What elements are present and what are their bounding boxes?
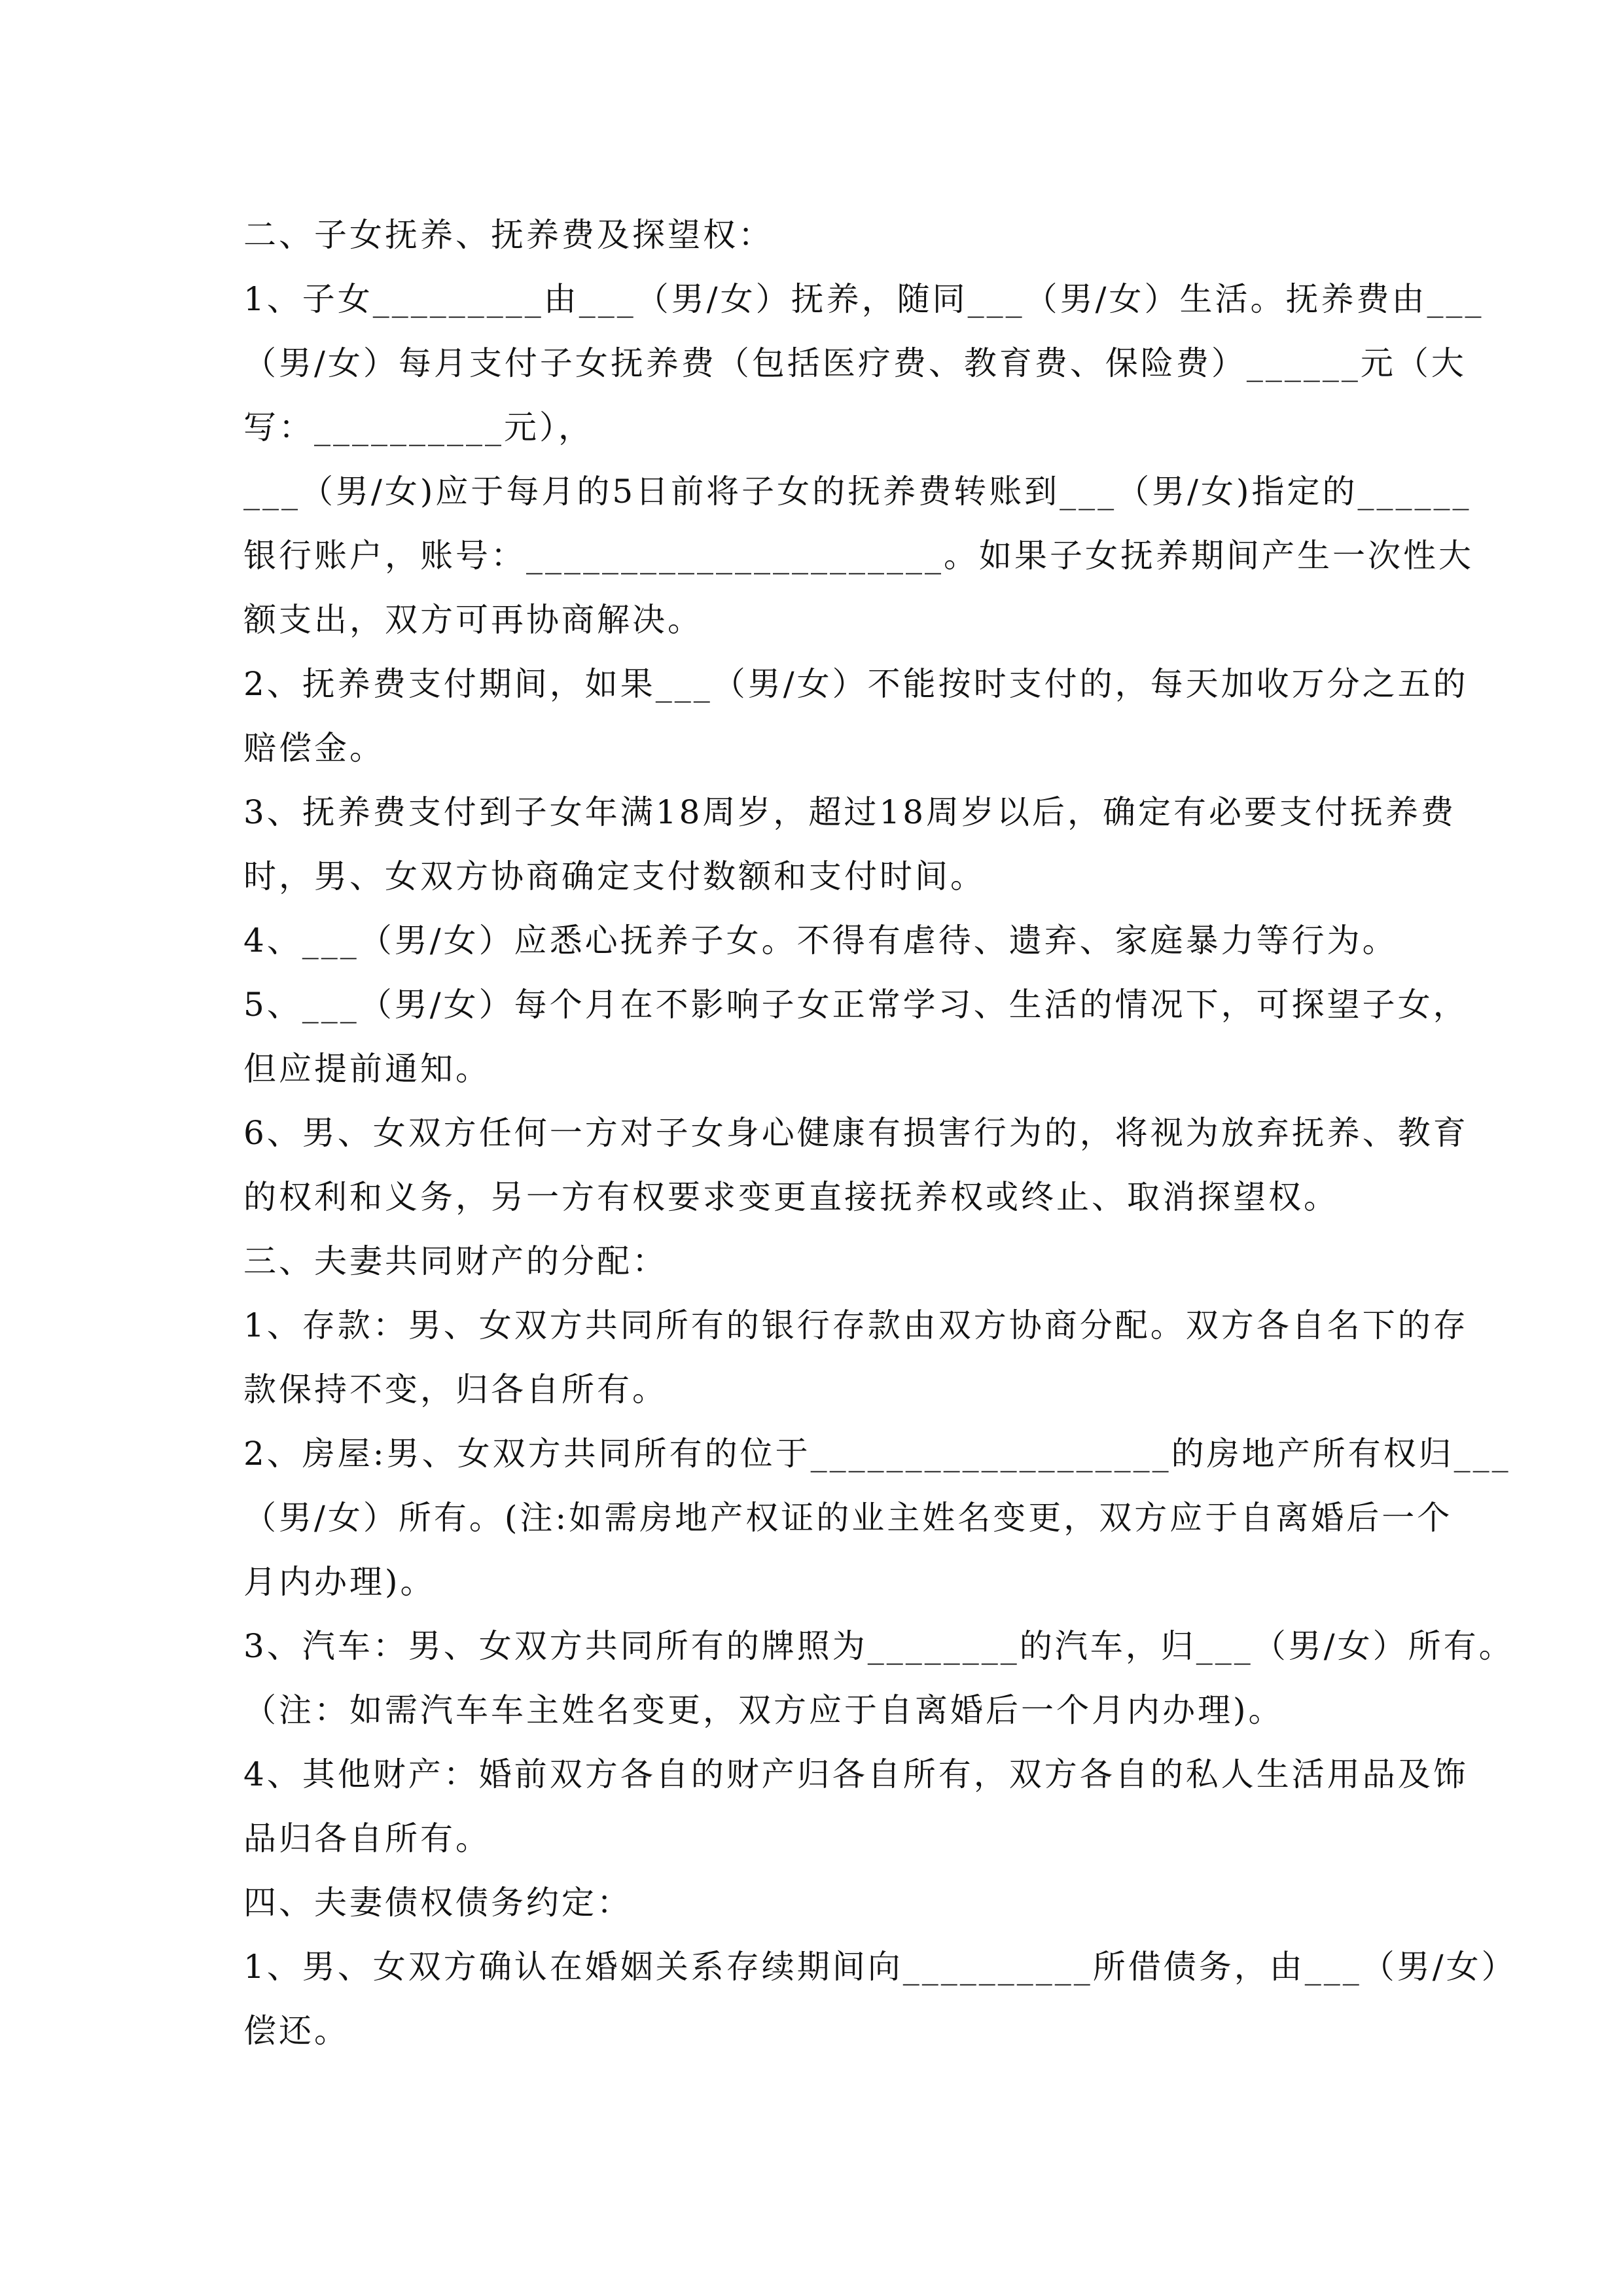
paragraph-line: 偿还。 [243,2012,349,2050]
paragraph-line: 写：__________元）， [243,408,594,446]
section-heading-debts: 四、夫妻债权债务约定： [243,1884,632,1922]
paragraph-line: 1、子女_________由___（男/女）抚养，随同___（男/女）生活。抚养费由___ [243,280,1484,318]
paragraph-line: 4、___（男/女）应悉心抚养子女。不得有虐待、遗弃、家庭暴力等行为。 [243,922,1398,960]
paragraph-line: 银行账户，账号：______________________。如果子女抚养期间产生一次性大 [243,537,1474,575]
paragraph-line: 3、汽车：男、女双方共同所有的牌照为________的汽车，归___（男/女）所有。 [243,1627,1514,1665]
paragraph-line: 但应提前通知。 [243,1050,491,1088]
paragraph-line: 款保持不变，归各自所有。 [243,1371,668,1408]
paragraph-line: 2、房屋:男、女双方共同所有的位于___________________的房地产所有权归___ [243,1435,1511,1473]
paragraph-line: （男/女）所有。(注:如需房地产权证的业主姓名变更，双方应于自离婚后一个 [243,1499,1453,1537]
section-heading-child-custody: 二、子女抚养、抚养费及探望权： [243,216,774,254]
paragraph-line: 1、存款：男、女双方共同所有的银行存款由双方协商分配。双方各自名下的存 [243,1306,1469,1344]
paragraph-line: （男/女）每月支付子女抚养费（包括医疗费、教育费、保险费）______元（大 [243,344,1467,382]
paragraph-line: 2、抚养费支付期间，如果___（男/女）不能按时支付的，每天加收万分之五的 [243,665,1469,703]
paragraph-line: 1、男、女双方确认在婚姻关系存续期间向__________所借债务，由___（男/女） [243,1948,1517,1986]
paragraph-line: （注：如需汽车车主姓名变更，双方应于自离婚后一个月内办理)。 [243,1691,1284,1729]
paragraph-line: 时，男、女双方协商确定支付数额和支付时间。 [243,857,986,895]
paragraph-line: 品归各自所有。 [243,1820,491,1857]
section-heading-property-division: 三、夫妻共同财产的分配： [243,1242,668,1280]
paragraph-line: 月内办理)。 [243,1563,436,1601]
paragraph-line: ___（男/女)应于每月的5日前将子女的抚养费转账到___（男/女)指定的______ [243,473,1472,511]
paragraph-line: 赔偿金。 [243,729,385,767]
paragraph-line: 额支出，双方可再协商解决。 [243,601,703,639]
paragraph-line: 6、男、女双方任何一方对子女身心健康有损害行为的，将视为放弃抚养、教育 [243,1114,1469,1152]
document-body [243,203,1517,2063]
paragraph-line: 4、其他财产：婚前双方各自的财产归各自所有，双方各自的私人生活用品及饰 [243,1755,1469,1793]
paragraph-line: 5、___（男/女）每个月在不影响子女正常学习、生活的情况下，可探望子女， [243,986,1469,1024]
paragraph-line: 3、抚养费支付到子女年满18周岁，超过18周岁以后，确定有必要支付抚养费 [243,793,1457,831]
paragraph-line: 的权利和义务，另一方有权要求变更直接抚养权或终止、取消探望权。 [243,1178,1339,1216]
